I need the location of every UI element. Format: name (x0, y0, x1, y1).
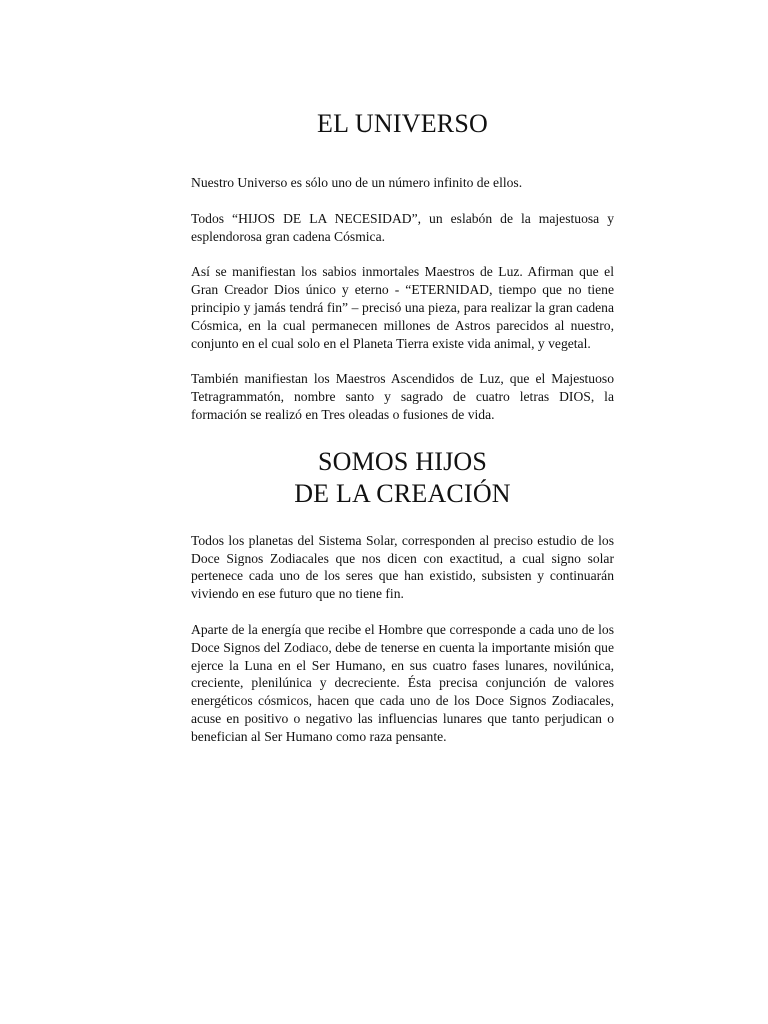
section-title-somos-hijos (191, 446, 614, 510)
section-title-line: DE LA CREACIÓN (294, 478, 511, 508)
section-title-el-universo: EL UNIVERSO (317, 109, 488, 138)
paragraph: Nuestro Universo es sólo uno de un número infinito de ellos. (191, 175, 523, 190)
paragraph: Todos “HIJOS DE LA NECESIDAD”, un eslabón de la majestuosa y esplendorosa gran cadena Cósmica. (191, 210, 614, 244)
paragraph: Así se manifiestan los sabios inmortales Maestros de Luz. Afirman que el Gran Creador Dios único y eterno - “ETERNIDAD, tiempo que no tiene principio y jamás tendrá fin” – precisó una pieza, para realizar la gran cadena Cósmica, en la cual permanecen millones de Astros parecidos al nuestro, conjunto en el cual solo en el Planeta Tierra existe vida animal, y vegetal. (191, 264, 614, 351)
text-column (191, 108, 614, 764)
section-title-line: SOMOS HIJOS (317, 446, 488, 476)
paragraph: Aparte de la energía que recibe el Hombre que corresponde a cada uno de los Doce Signos del Zodiaco, debe de tenerse en cuenta la importante misión que ejerce la Luna en el Ser Humano, en sus cuatro fases lunares, novilúnica, creciente, plenilúnica y decreciente. Ésta precisa conjunción de valores energéticos cósmicos, hacen que cada uno de los Doce Signos Zodiacales, acuse en positivo o negativo las influencias lunares que tanto perjudican o benefician al Ser Humano como raza pensante. (191, 621, 614, 744)
paragraph: Todos los planetas del Sistema Solar, corresponden al preciso estudio de los Doce Signos Zodiacales que nos dicen con exactitud, a cual signo solar pertenece cada uno de los seres que han existido, subsisten y continuarán viviendo en ese futuro que no tiene fin. (191, 532, 614, 602)
paragraph: También manifiestan los Maestros Ascendidos de Luz, que el Majestuoso Tetragrammatón, nombre santo y sagrado de cuatro letras DIOS, la formación se realizó en Tres oleadas o fusiones de vida. (191, 371, 614, 422)
